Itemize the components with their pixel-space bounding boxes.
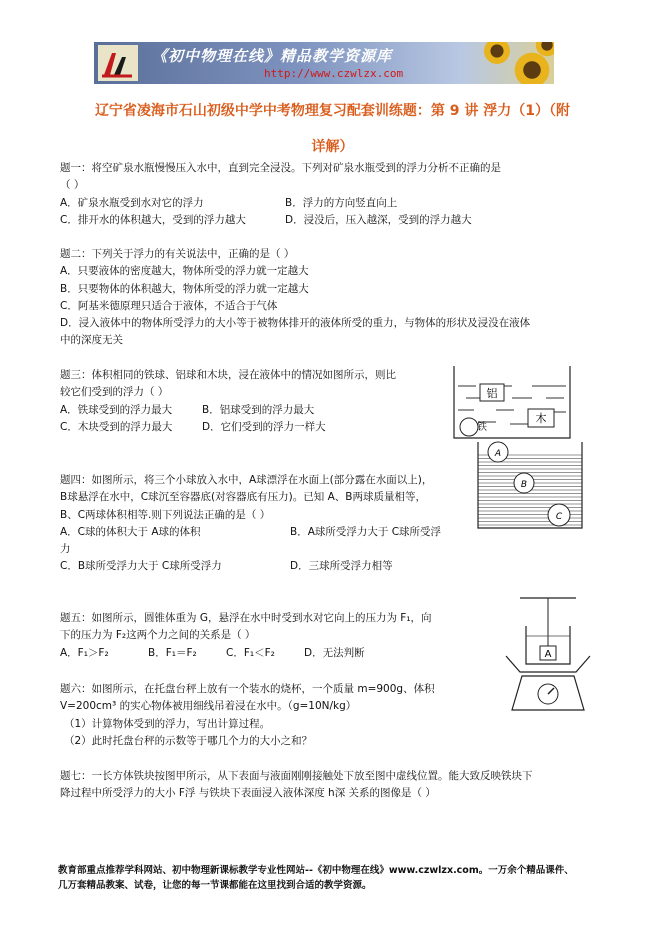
q4-option-d: D．三球所受浮力相等 <box>290 560 393 573</box>
iron-label: 铁 <box>477 422 487 433</box>
question-3 <box>60 367 396 436</box>
footer-line-2: 几万套精品教案、试卷，让您的每一节课都能在这里找到合适的教学资源。 <box>58 880 372 891</box>
q6-sub-1: （1）计算物体受到的浮力，写出计算过程。 <box>64 717 271 730</box>
q2-option-a: A．只要液体的密度越大，物体所受的浮力就一定越大 <box>60 265 309 278</box>
question-5 <box>60 610 432 662</box>
q3-option-c: C．木块受到的浮力最大 <box>60 420 173 433</box>
banner-site-name: 《初中物理在线》精品教学资源库 <box>152 47 393 65</box>
footer-line-1: 教育部重点推荐学科网站、初中物理新课标教学专业性网站--《初中物理在线》www.czwlzx.com。一万余个精品课件、 <box>58 865 574 876</box>
q5-option-b: B．F₁＝F₂ <box>148 646 197 659</box>
q7-line-2: 降过程中所受浮力的大小 F浮 与铁块下表面浸入液体深度 h深 关系的图像是（ ） <box>60 787 436 800</box>
q4-line-2: B球悬浮在水中，C球沉至容器底(对容器底有压力)。已知 A、B两球质量相等， <box>60 491 426 504</box>
q6-figure <box>498 596 598 716</box>
q5-option-c: C．F₁＜F₂ <box>226 646 275 659</box>
page-footer <box>58 863 574 893</box>
header-banner <box>94 42 554 84</box>
iron-ball <box>460 418 478 436</box>
q5-option-a: A．F₁＞F₂ <box>60 646 109 659</box>
q3-stem-2: 较它们受到的浮力（ ） <box>60 386 169 399</box>
q6-line-1: 题六：如图所示，在托盘台秤上放有一个装水的烧杯，一个质量 m=900g、体积 <box>60 683 435 695</box>
q2-option-d: D．浸入液体中的物体所受浮力的大小等于被物体排开的液体所受的重力，与物体的形状及浸没在液体 <box>60 317 531 330</box>
ball-a-label: A <box>494 449 502 459</box>
q1-option-d: D．浸没后，压入越深，受到的浮力越大 <box>285 213 472 226</box>
q5-line-1: 题五：如图所示，圆锥体重为 G，悬浮在水中时受到水对它向上的压力为 F₁，向 <box>60 612 432 624</box>
q4-option-b-cont: 力 <box>60 543 71 556</box>
question-7 <box>60 768 533 803</box>
question-4 <box>60 472 441 576</box>
q4-option-b: B．A球所受浮力大于 C球所受浮 <box>290 525 442 538</box>
question-6 <box>60 681 435 750</box>
ball-b-label: B <box>520 480 528 490</box>
q4-figure <box>476 440 586 530</box>
q2-option-d-cont: 中的深度无关 <box>60 334 123 347</box>
question-1 <box>60 160 501 229</box>
q5-option-d: D．无法判断 <box>304 646 365 659</box>
q1-stem: 题一：将空矿泉水瓶慢慢压入水中，直到完全浸没。下列对矿泉水瓶受到的浮力分析不正确的是 <box>60 162 501 174</box>
q3-figure <box>452 364 572 440</box>
q3-option-d: D．它们受到的浮力一样大 <box>202 420 326 433</box>
q2-option-b: B．只要物体的体积越大，物体所受的浮力就一定越大 <box>60 282 309 295</box>
title-line-2: 详解） <box>311 139 354 155</box>
q2-option-c: C．阿基米德原理只适合于液体，不适合于气体 <box>60 299 278 312</box>
q1-option-c: C．排开水的体积越大，受到的浮力越大 <box>60 213 246 226</box>
banner-url[interactable]: http://www.czwlzx.com <box>264 67 404 80</box>
q1-option-b: B．浮力的方向竖直向上 <box>285 196 398 209</box>
q2-stem: 题二：下列关于浮力的有关说法中，正确的是（ ） <box>60 248 295 260</box>
site-logo-icon <box>98 45 138 81</box>
object-a-label: A <box>544 649 552 660</box>
q1-blank: （ ） <box>60 179 85 192</box>
q3-option-b: B．铝球受到的浮力最大 <box>202 403 315 416</box>
wood-label: 木 <box>535 412 547 425</box>
q1-option-a: A．矿泉水瓶受到水对它的浮力 <box>60 196 204 209</box>
document-title <box>60 93 605 165</box>
sunflower-icon <box>482 42 512 66</box>
q6-sub-2: （2）此时托盘台秤的示数等于哪几个力的大小之和？ <box>64 734 313 747</box>
aluminum-label: 铝 <box>486 387 498 400</box>
q4-line-1: 题四：如图所示，将三个小球放入水中，A球漂浮在水面上(部分露在水面以上)， <box>60 474 433 486</box>
ball-c-label: C <box>555 512 563 522</box>
title-line-1: 辽宁省凌海市石山初级中学中考物理复习配套训练题：第 9 讲 浮力（1）（附 <box>94 103 571 119</box>
q5-line-2: 下的压力为 F₂这两个力之间的关系是（ ） <box>60 629 256 642</box>
q3-stem-1: 题三：体积相同的铁球、铝球和木块，浸在液体中的情况如图所示，则比 <box>60 369 396 381</box>
q4-line-3: B、C两球体积相等.则下列说法正确的是（ ） <box>60 508 271 521</box>
q3-option-a: A．铁球受到的浮力最大 <box>60 403 173 416</box>
q7-line-1: 题七：一长方体铁块按图甲所示，从下表面与液面刚刚接触处下放至图中虚线位置。能大致反映铁块下 <box>60 770 533 782</box>
question-2 <box>60 246 530 350</box>
q4-option-c: C．B球所受浮力大于 C球所受浮力 <box>60 560 222 573</box>
q4-option-a: A．C球的体积大于 A球的体积 <box>60 525 201 538</box>
q6-line-2: V=200cm³ 的实心物体被用细线吊着浸在水中。（g=10N/kg） <box>60 700 357 713</box>
